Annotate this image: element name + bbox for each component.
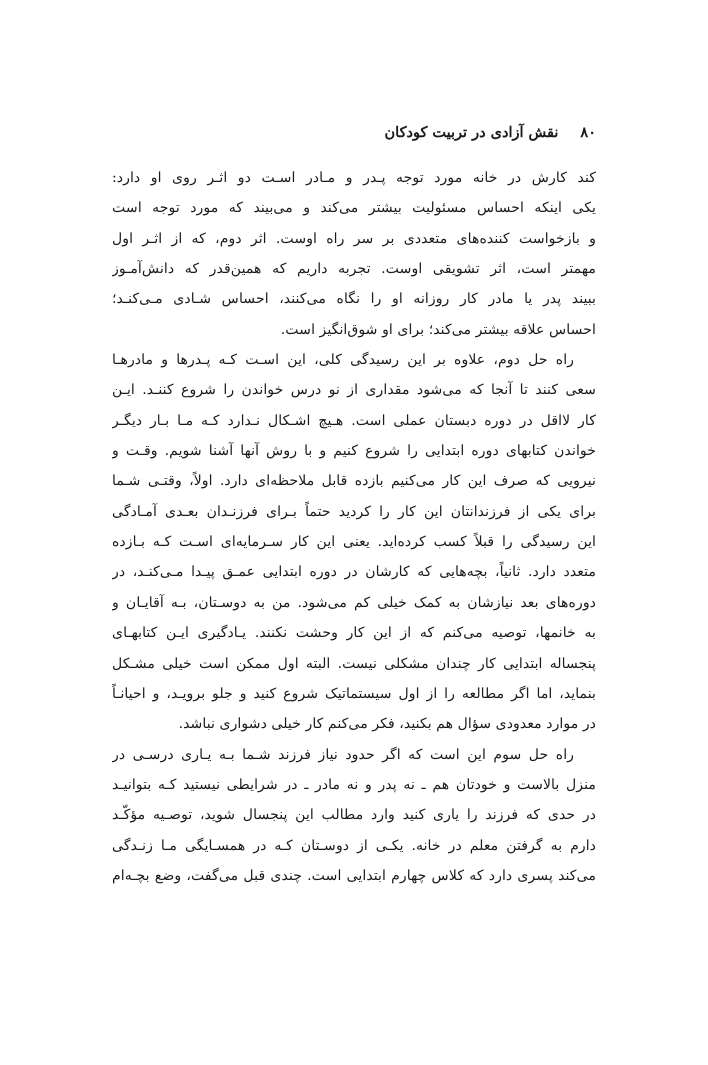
text-line: دوره‌های بعد نیازشان به کمک خیلی کم می‌شود. من به دوسـتان، بـه آقایـان و (112, 594, 596, 611)
chapter-title: نقش آزادی در تربیت کودکان (384, 123, 559, 141)
text-line: منزل بالاست و خودتان هم ـ نه پدر و نه مادر ـ در شرایطی نیستید کـه بتوانیـد (112, 776, 596, 793)
text-line: یکی اینکه احساس مسئولیت بیشتر می‌کند و می‌بیند که مورد توجه است (112, 200, 596, 217)
text-line: و بازخواست کننده‌های متعددی بر سر راه اوست. اثر دوم، که از اثـر اول (112, 230, 596, 247)
text-line: در حدی که فرزند را یاری کنید وارد مطالب این پنجسال شوید، توصـیه مؤکّـد (112, 807, 596, 824)
text-line: برای یکی از فرزندانتان این کار را کردید حتماً بـرای فرزنـدان بعـدی آمـادگی (112, 503, 596, 520)
text-line: پنجساله ابتدایی کار چندان مشکلی نیست. البته اول ممکن است خیلی مشـکل (112, 655, 596, 672)
text-line: می‌کند پسری دارد که کلاس چهارم ابتدایی است. چندی قبل می‌گفت، وضع بچـه‌ام (112, 867, 596, 884)
text-line: سعی کنند تا آنجا که می‌شود مقداری از نو درس خواندن را شروع کننـد. ایـن (112, 382, 596, 399)
text-line: به خانمها، توصیه می‌کنم که از این کار وحشت نکنند. یـادگیری ایـن کتابهـای (112, 625, 596, 642)
text-line: احساس علاقه بیشتر می‌کند؛ برای او شوق‌انگیز است. (280, 321, 596, 338)
text-line: کند کارش در خانه مورد توجه پـدر و مـادر اسـت دو اثـر روی او دارد: (112, 170, 596, 186)
text-line: دارم به گرفتن معلم در خانه. یکـی از دوسـتان کـه در همسـایگی مـا زنـدگی (112, 837, 596, 854)
text-line: ببیند پدر یا مادر کار روزانه او را نگاه می‌کنند، احساس شـادی مـی‌کنـد؛ (112, 291, 596, 308)
text-line: کار لااقل در دوره دبستان عملی است. هـیچ اشـکال نـدارد کـه مـا بـار دیگـر (112, 412, 596, 429)
body-text (112, 163, 596, 891)
text-line: راه حل سوم این است که اگر حدود نیاز فرزند شـما بـه یـاری درسـی در (112, 746, 574, 763)
text-line: در موارد معدودی سؤال هم بکنید، فکر می‌کنم کار خیلی دشواری نباشد. (178, 716, 596, 733)
text-line: خواندن کتابهای دوره ابتدایی را شروع کنیم و با روش آنها آشنا شویم. وقـت و (112, 443, 596, 460)
text-line: متعدد دارد. ثانیاً، بچه‌هایی که کارشان در دوره ابتدایی عمـق پیـدا مـی‌کنـد، در (112, 564, 596, 581)
text-line: راه حل دوم، علاوه بر این رسیدگی کلی، این اسـت کـه پـدرها و مادرهـا (112, 352, 574, 369)
page-number: ۸۰ (580, 123, 596, 141)
running-head (112, 120, 596, 144)
text-line: نیرویی که صرف این کار می‌کنیم بازده قابل ملاحظه‌ای دارد. اولاً، وقتـی شـما (112, 473, 596, 490)
text-line: مهمتر است، اثر تشویقی اوست. تجربه داریم که همین‌قدر که دانش‌آمـوز (112, 261, 596, 278)
text-line: بنماید، اما اگر مطالعه را از اول سیستماتیک شروع کنید و جلو برویـد، و احیانـاً (112, 685, 596, 702)
text-line: این رسیدگی را قبلاً کسب کرده‌اید. یعنی این کار سـرمایه‌ای اسـت کـه بـازده (112, 534, 596, 551)
